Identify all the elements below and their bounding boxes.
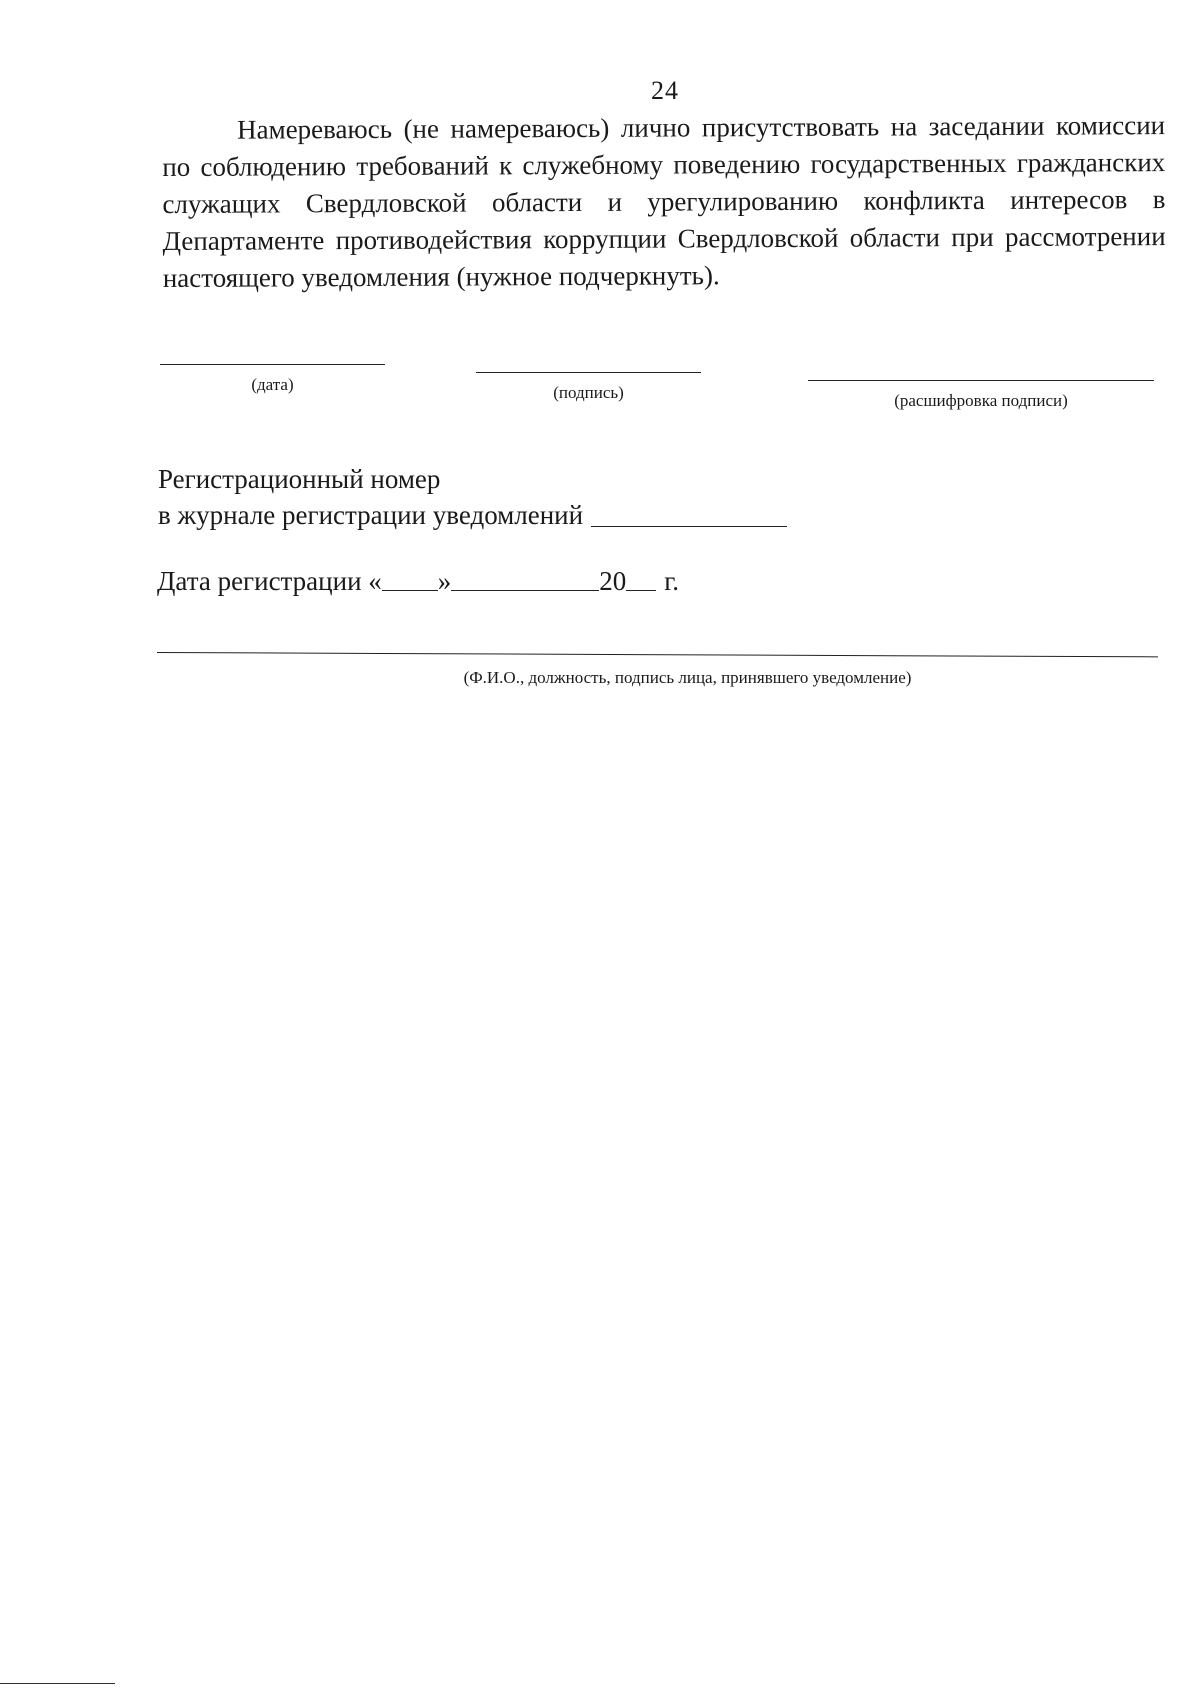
registration-journal-row xyxy=(158,497,787,533)
registration-year-suffix: г. xyxy=(664,566,680,596)
registration-day-blank xyxy=(382,590,438,591)
registration-date-quote-close: » xyxy=(437,566,452,596)
registration-year-prefix: 20 xyxy=(599,566,627,596)
date-line xyxy=(160,364,385,365)
registration-date-row xyxy=(157,566,679,597)
signature-decipher-field xyxy=(808,380,1154,411)
signature-field xyxy=(476,372,701,403)
signature-decipher-line xyxy=(808,380,1154,381)
intent-paragraph: Намереваюсь (не намереваюсь) лично присутствовать на заседании комиссии по соблюдению требований к служебному поведению государственных гражданских служащих Свердловской области и урегулированию конфликта интересов в Департаменте противодействия коррупции Свердловской области при рассмотрении настоящего уведомления (нужное подчеркнуть). xyxy=(162,110,1166,293)
registration-month-blank xyxy=(451,590,599,591)
registration-number-blank xyxy=(591,526,787,527)
registration-year-blank xyxy=(626,590,656,591)
receiver-field xyxy=(157,652,1158,688)
receiver-line xyxy=(157,652,1158,657)
corner-divider xyxy=(0,1683,115,1684)
date-field xyxy=(160,364,385,395)
registration-journal-label: в журнале регистрации уведомлений xyxy=(158,500,584,530)
signature-caption: (подпись) xyxy=(553,383,624,402)
registration-date-label: Дата регистрации « xyxy=(157,566,382,596)
registration-number-block xyxy=(158,461,787,533)
page-number: 24 xyxy=(651,76,679,105)
signature-line xyxy=(476,372,701,373)
receiver-caption: (Ф.И.О., должность, подпись лица, принявшего уведомление) xyxy=(463,668,912,687)
registration-number-label: Регистрационный номер xyxy=(158,464,441,494)
signature-decipher-caption: (расшифровка подписи) xyxy=(894,391,1068,410)
date-caption: (дата) xyxy=(251,375,294,394)
